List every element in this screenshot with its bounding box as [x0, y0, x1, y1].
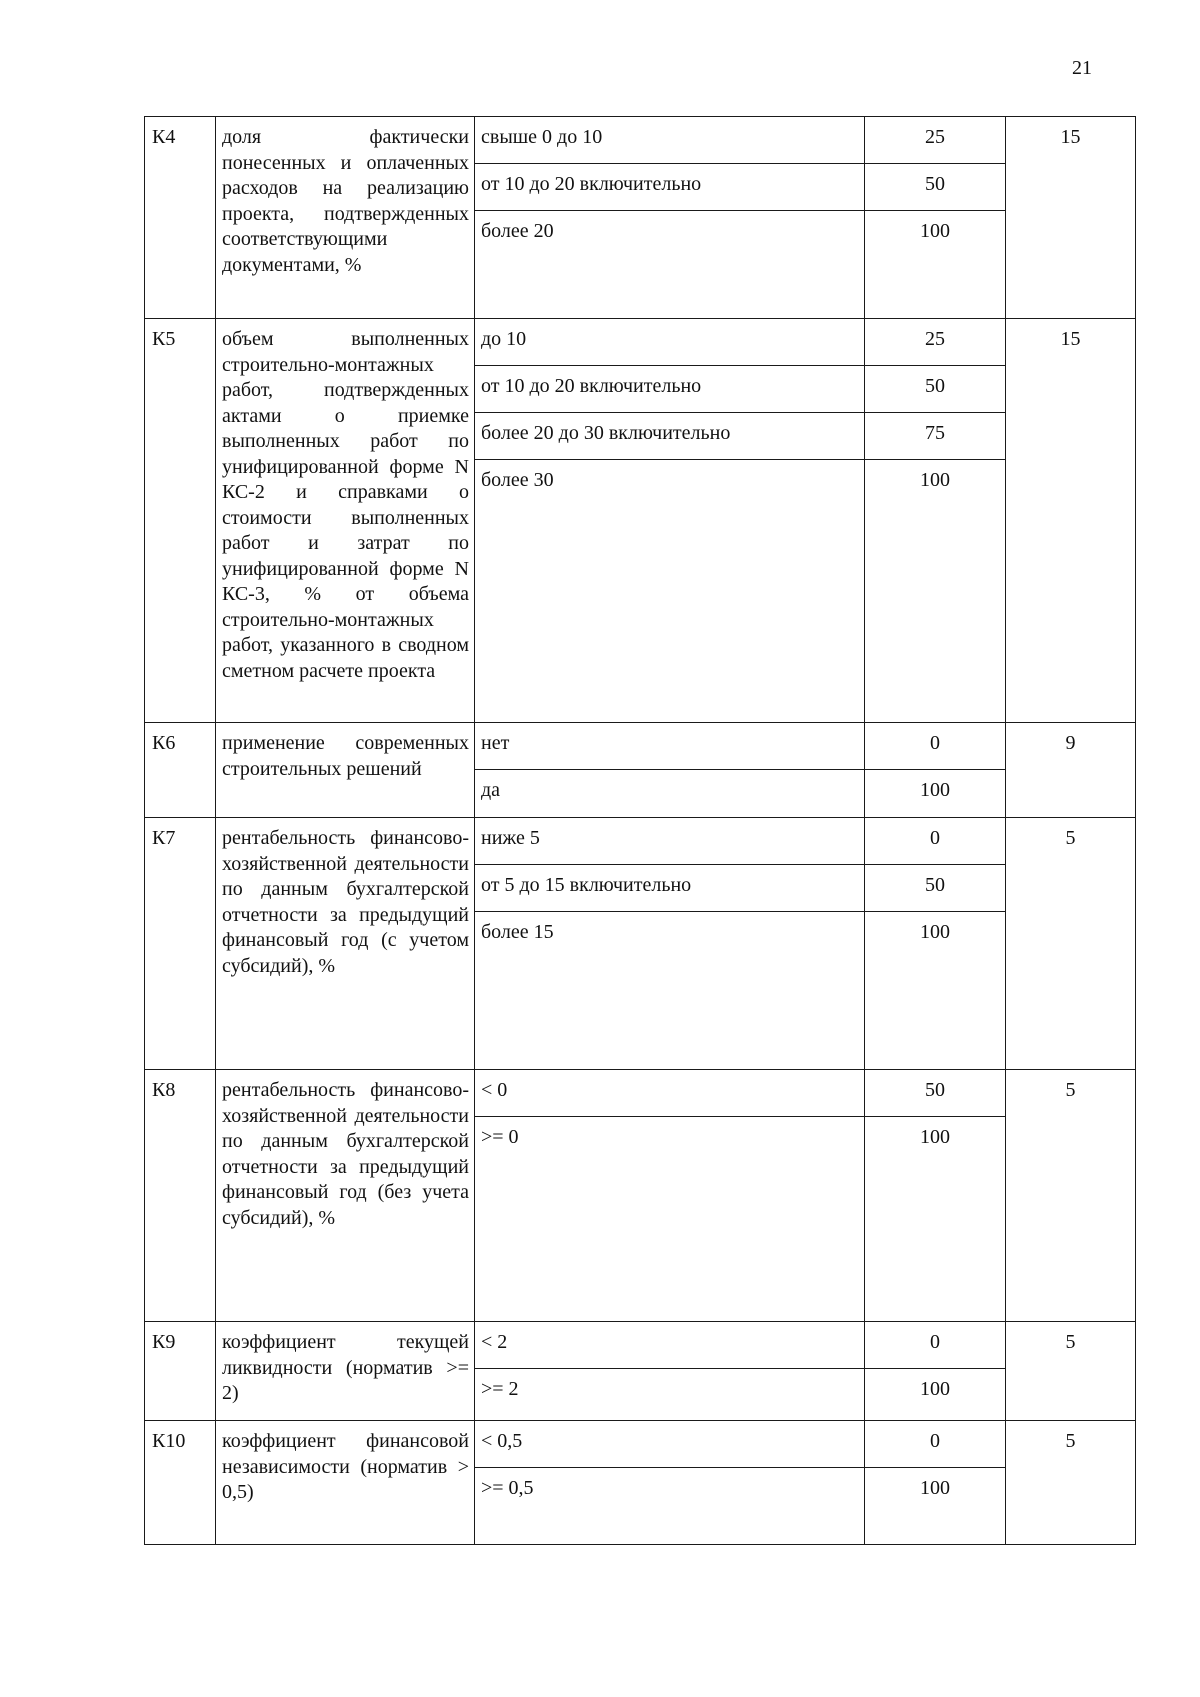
condition-cell: да: [481, 779, 501, 801]
table-row: [145, 1421, 1136, 1545]
criterion-weight: 15: [1006, 117, 1136, 319]
table-row: [145, 319, 1136, 723]
criterion-code: К6: [145, 723, 216, 818]
table-row: [145, 723, 1136, 818]
condition-cell: >= 2: [481, 1378, 519, 1400]
criterion-weight: 5: [1006, 1322, 1136, 1421]
page-number: 21: [1072, 57, 1092, 79]
criterion-conditions: [475, 1421, 865, 1545]
criterion-conditions: [475, 818, 865, 1070]
criterion-conditions: [475, 117, 865, 319]
criterion-code: К8: [145, 1070, 216, 1322]
condition-cell: >= 0: [481, 1126, 519, 1148]
criterion-code: К9: [145, 1322, 216, 1421]
condition-cell: более 30: [481, 469, 554, 491]
criterion-description-text: рентабельность финансово-хозяйственной деятельности по данным бухгалтерской отчетности за предыдущий финансовый год (с учетом субсидий), %: [222, 827, 469, 977]
criterion-description-text: объем выполненных строительно-монтажных работ, подтвержденных актами о приемке выполненных работ по унифицированной форме N КС-2 и справками о стоимости выполненных работ и затрат по унифицированной форме N КС-3, % от объема строительно-монтажных работ, указанного в сводном сметном расчете проекта: [222, 328, 469, 682]
condition-cell: < 2: [475, 1322, 864, 1369]
criterion-scores: [865, 1421, 1006, 1545]
score-cell: 25: [865, 319, 1005, 366]
criterion-scores: [865, 117, 1006, 319]
criterion-code: К5: [145, 319, 216, 723]
score-cell: 50: [865, 366, 1005, 413]
score-cell: 100: [920, 220, 950, 242]
table-row: [145, 117, 1136, 319]
score-cell: 100: [920, 921, 950, 943]
score-cell: 0: [865, 1421, 1005, 1468]
condition-cell: < 0: [475, 1070, 864, 1117]
criterion-code: К7: [145, 818, 216, 1070]
condition-cell: нет: [475, 723, 864, 770]
criterion-scores: [865, 723, 1006, 818]
table-row: [145, 818, 1136, 1070]
criterion-description: [216, 117, 475, 319]
criterion-description-text: коэффициент финансовой независимости (норматив > 0,5): [222, 1430, 469, 1503]
score-cell: 50: [865, 865, 1005, 912]
score-cell: 100: [920, 469, 950, 491]
condition-cell: от 10 до 20 включительно: [475, 366, 864, 413]
criterion-description-text: рентабельность финансово-хозяйственной деятельности по данным бухгалтерской отчетности за предыдущий финансовый год (без учета субсидий), %: [222, 1079, 469, 1229]
criterion-weight: 9: [1006, 723, 1136, 818]
score-cell: 50: [865, 1070, 1005, 1117]
criterion-conditions: [475, 723, 865, 818]
table-row: [145, 1322, 1136, 1421]
score-cell: 0: [865, 1322, 1005, 1369]
score-cell: 25: [865, 117, 1005, 164]
criterion-weight: 5: [1006, 1421, 1136, 1545]
criterion-conditions: [475, 319, 865, 723]
score-cell: 0: [865, 818, 1005, 865]
score-cell: 100: [920, 1477, 950, 1499]
criterion-description: [216, 319, 475, 723]
score-cell: 75: [865, 413, 1005, 460]
criteria-table-body: [145, 117, 1136, 1545]
criterion-code: К10: [145, 1421, 216, 1545]
condition-cell: более 15: [481, 921, 554, 943]
criterion-conditions: [475, 1070, 865, 1322]
criterion-scores: [865, 818, 1006, 1070]
criterion-scores: [865, 1070, 1006, 1322]
criterion-description: [216, 818, 475, 1070]
score-cell: 0: [865, 723, 1005, 770]
criterion-description: [216, 1070, 475, 1322]
criterion-scores: [865, 319, 1006, 723]
criterion-scores: [865, 1322, 1006, 1421]
criterion-weight: 5: [1006, 818, 1136, 1070]
score-cell: 50: [865, 164, 1005, 211]
condition-cell: от 5 до 15 включительно: [475, 865, 864, 912]
criterion-conditions: [475, 1322, 865, 1421]
condition-cell: >= 0,5: [481, 1477, 534, 1499]
criterion-description-text: применение современных строительных решений: [222, 732, 469, 780]
criterion-description: [216, 723, 475, 818]
criteria-table: [144, 116, 1136, 1545]
condition-cell: от 10 до 20 включительно: [475, 164, 864, 211]
criterion-description-text: доля фактически понесенных и оплаченных расходов на реализацию проекта, подтвержденных соответствующими документами, %: [222, 126, 469, 276]
score-cell: 100: [920, 1378, 950, 1400]
condition-cell: ниже 5: [475, 818, 864, 865]
condition-cell: свыше 0 до 10: [475, 117, 864, 164]
criterion-description: [216, 1421, 475, 1545]
criterion-description: [216, 1322, 475, 1421]
criterion-weight: 5: [1006, 1070, 1136, 1322]
criterion-weight: 15: [1006, 319, 1136, 723]
criterion-description-text: коэффициент текущей ликвидности (норматив >= 2): [222, 1331, 469, 1404]
table-row: [145, 1070, 1136, 1322]
condition-cell: более 20: [481, 220, 554, 242]
criterion-code: К4: [145, 117, 216, 319]
condition-cell: до 10: [475, 319, 864, 366]
score-cell: 100: [920, 779, 950, 801]
condition-cell: более 20 до 30 включительно: [475, 413, 864, 460]
score-cell: 100: [920, 1126, 950, 1148]
condition-cell: < 0,5: [475, 1421, 864, 1468]
